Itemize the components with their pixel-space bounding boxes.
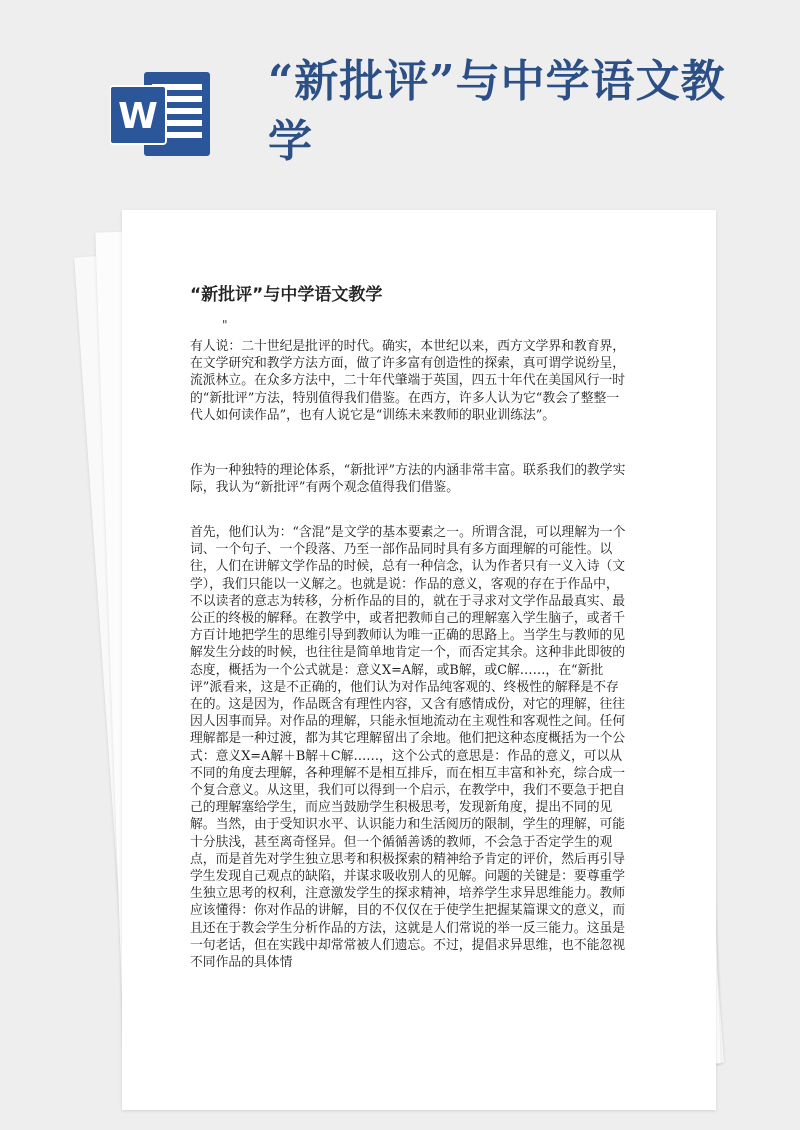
document-title: “新批评”与中学语文教学	[268, 56, 726, 167]
word-icon	[110, 68, 214, 160]
paragraph	[190, 462, 630, 496]
paragraph	[190, 338, 630, 424]
page-heading: “新批评”与中学语文教学	[190, 285, 383, 305]
svg-text:W: W	[118, 96, 158, 137]
paragraph-text: 作为一种独特的理论体系，“新批评”方法的内涵非常丰富。联系我们的教学实际，我认为“新批评”有两个观念值得我们借鉴。	[190, 463, 626, 496]
paragraph-text: 有人说：二十世纪是批评的时代。确实，本世纪以来，西方文学界和教育界，在文学研究和教学方法方面，做了许多富有创造性的探索，真可谓学说纷呈，流派林立。在众多方法中，二十年代肇端于英国，四五十年代在美国风行一时的“新批评”方法，特别值得我们借鉴。在西方，许多人认为它“教会了整整一代人如何读作品”，也有人说它是“训练未来教师的职业训练法”。	[190, 339, 626, 423]
quote-mark: "	[222, 318, 228, 332]
paragraph-text: 首先，他们认为：“含混”是文学的基本要素之一。所谓含混，可以理解为一个词、一个句子、一个段落、乃至一部作品同时具有多方面理解的可能性。以往，人们在讲解文学作品的时候，总有一种信念，认为作者只有一义入诗（文学），我们只能以一义解之。也就是说：作品的意义，客观的存在于作品中，不以读者的意志为转移，分析作品的目的，就在于寻求对文学作品最真实、最公正的终极的解释。在教学中，或者把教师自己的理解塞入学生脑子，或者千方百计地把学生的思维引导到教师认为唯一正确的思路上。当学生与教师的见解发生分歧的时候，也往往是简单地肯定一个，而否定其余。这种非此即彼的态度，概括为一个公式就是：意义X=A解，或B解，或C解……，在“新批评”派看来，这是不正确的，他们认为对作品纯客观的、终极性的解释是不存在的。这是因为，作品既含有理性内容，又含有感情成份，对它的理解，往往因人因事而异。对作品的理解，只能永恒地流动在主观性和客观性之间。任何理解都是一种过渡，都为其它理解留出了余地。他们把这种态度概括为一个公式：意义X=A解＋B解＋C解……，这个公式的意思是：作品的意义，可以从不同的角度去理解，各种理解不是相互排斥，而在相互丰富和补充，综合成一个复合意义。从这里，我们可以得到一个启示，在教学中，我们不要急于把自己的理解塞给学生，而应当鼓励学生积极思考，发现新角度，提出不同的见解。当然，由于受知识水平、认识能力和生活阅历的限制，学生的理解，可能十分肤浅，甚至离奇怪异。但一个循循善诱的教师，不会急于否定学生的观点，而是首先对学生独立思考和积极探索的精神给予肯定的评价，然后再引导学生发现自己观点的缺陷，并谋求吸收别人的见解。问题的关键是：要尊重学生独立思考的权利，注意激发学生的探求精神，培养学生求异思维能力。教师应该懂得：你对作品的讲解，目的不仅仅在于使学生把握某篇课文的意义，而且还在于教会学生分析作品的方法，这就是人们常说的举一反三能力。这虽是一句老话，但在实践中却常常被人们遗忘。不过，提倡求异思维，也不能忽视不同作品的具体情	[190, 525, 626, 971]
paragraph	[190, 524, 630, 971]
